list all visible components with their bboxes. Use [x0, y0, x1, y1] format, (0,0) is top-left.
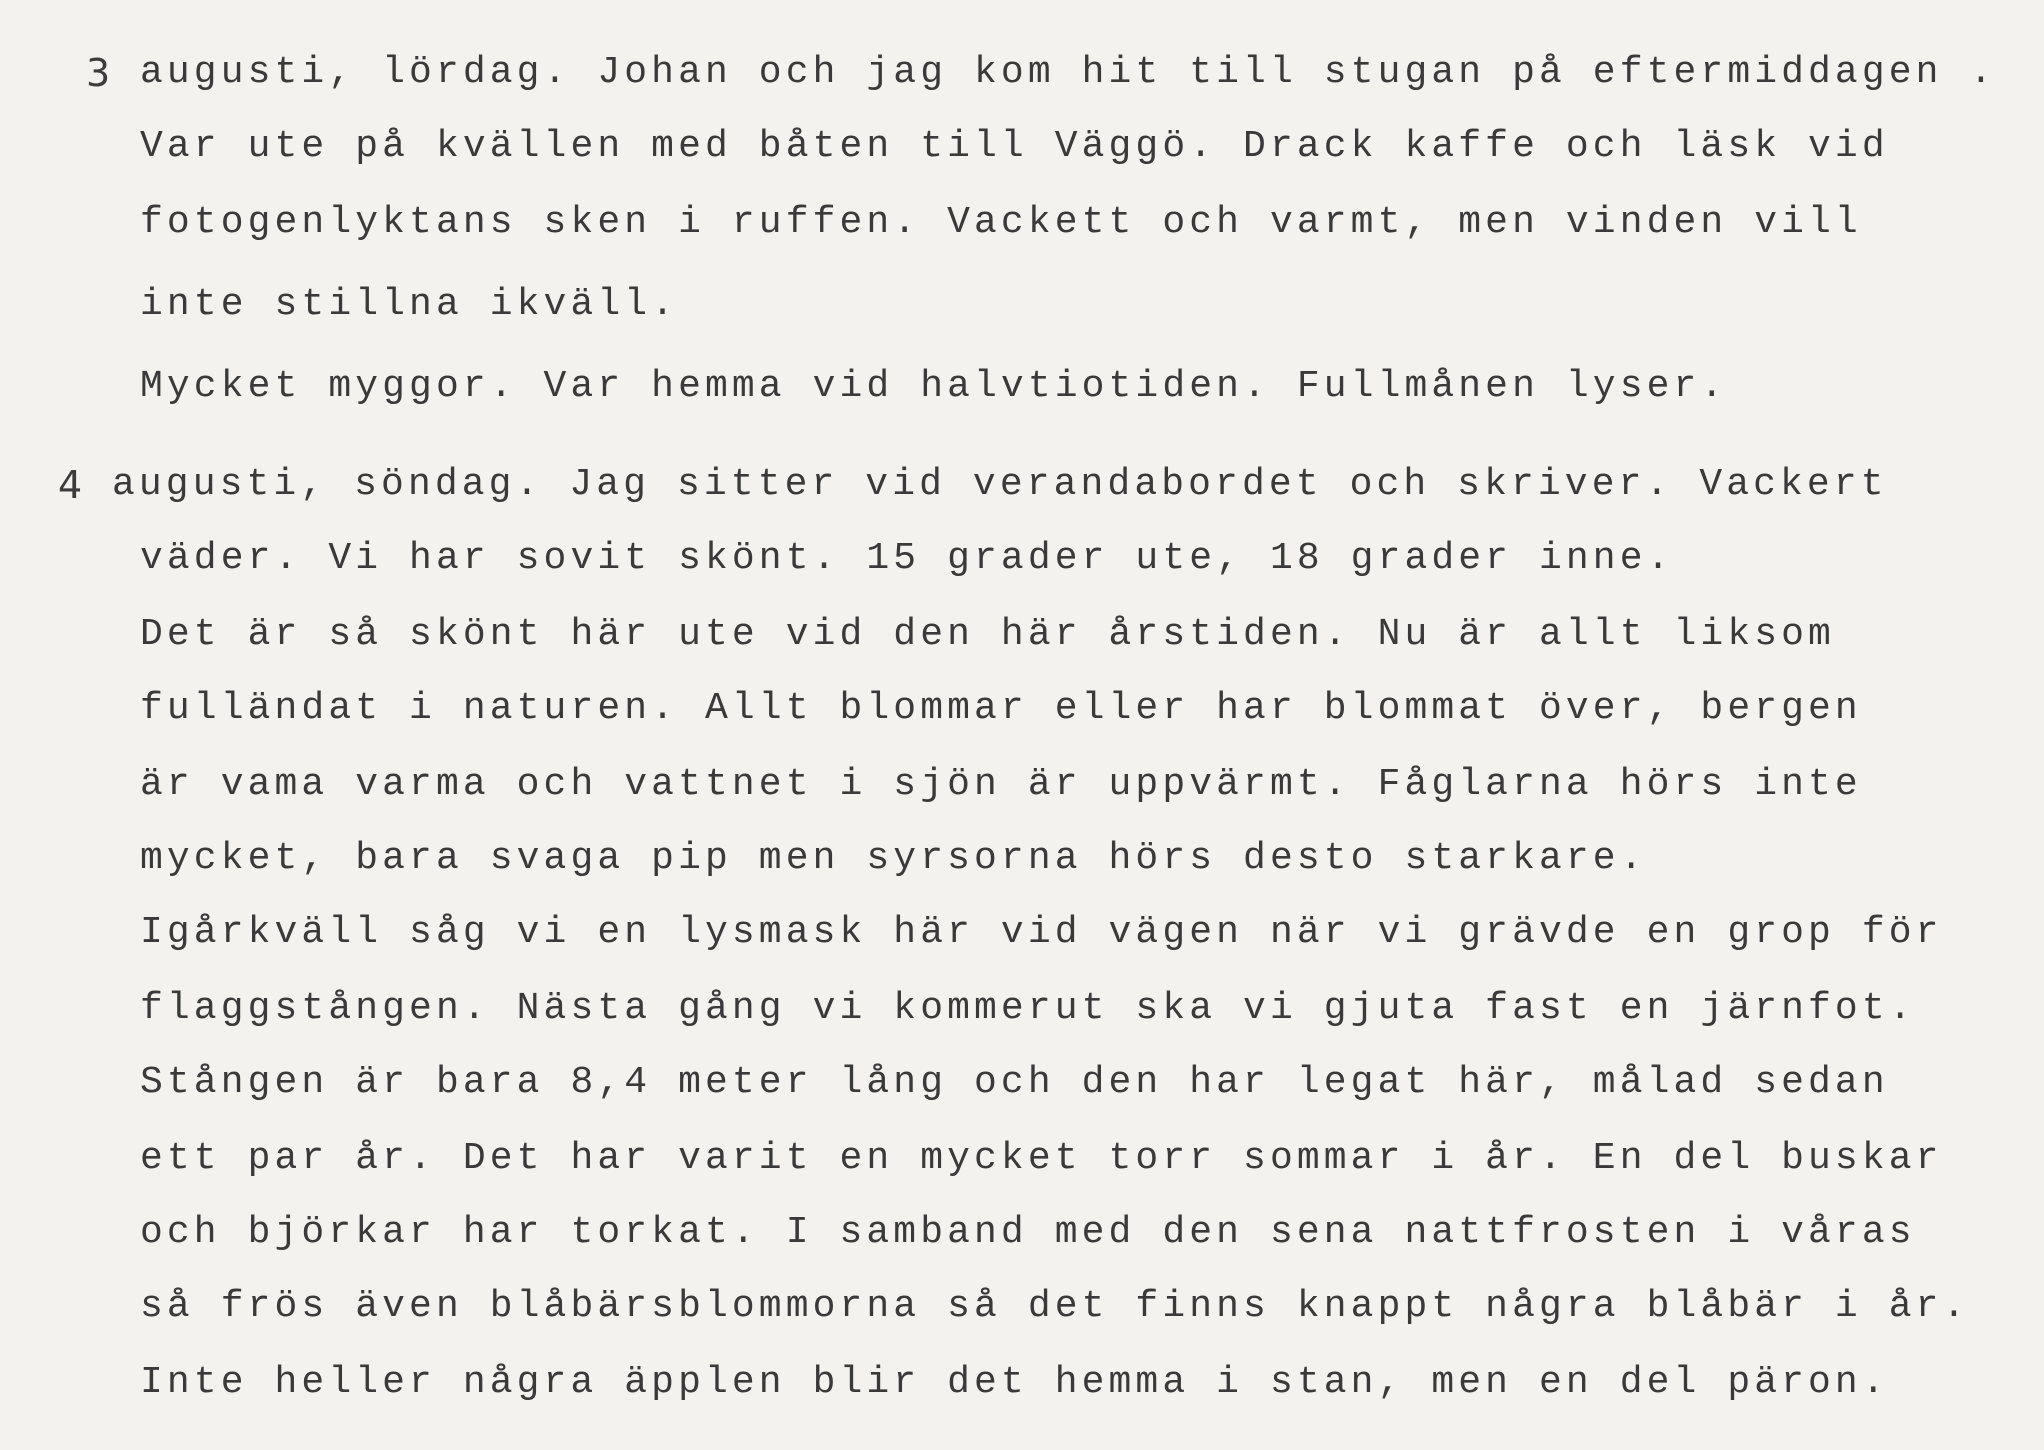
entry-line: flaggstången. Nästa gång vi kommerut ska vi gjuta fast en järnfot.: [140, 987, 1916, 1030]
entry-number: 3: [86, 51, 111, 95]
entry-line: fotogenlyktans sken i ruffen. Vackett och varmt, men vinden vill: [140, 201, 1862, 244]
entry-line: Var ute på kvällen med båten till Väggö. Drack kaffe och läsk vid: [140, 125, 1889, 168]
entry-line: Stången är bara 8,4 meter lång och den har legat här, målad sedan: [140, 1061, 1889, 1104]
entry-line: inte stillna ikväll.: [140, 283, 679, 326]
entry-line: Inte heller några äpplen blir det hemma i stan, men en del päron.: [140, 1361, 1889, 1404]
entry-line: Mycket myggor. Var hemma vid halvtiotiden. Fullmånen lyser.: [140, 365, 1728, 408]
entry-line: väder. Vi har sovit skönt. 15 grader ute, 18 grader inne.: [140, 537, 1674, 580]
entry-line: augusti, lördag. Johan och jag kom hit till stugan på eftermiddagen .: [140, 51, 1997, 94]
entry-line: Igårkväll såg vi en lysmask här vid vägen när vi grävde en grop för: [140, 911, 1943, 954]
entry-line: ett par år. Det har varit en mycket torr sommar i år. En del buskar: [140, 1137, 1943, 1180]
entry-line: mycket, bara svaga pip men syrsorna hörs desto starkare.: [140, 837, 1647, 880]
entry-line: Det är så skönt här ute vid den här årstiden. Nu är allt liksom: [140, 613, 1835, 656]
entry-line: fulländat i naturen. Allt blommar eller har blommat över, bergen: [140, 687, 1862, 730]
entry-line: augusti, söndag. Jag sitter vid verandabordet och skriver. Vackert: [112, 463, 1888, 506]
entry-line: så frös även blåbärsblommorna så det finns knappt några blåbär i år.: [140, 1285, 1970, 1328]
entry-line: är vama varma och vattnet i sjön är uppvärmt. Fåglarna hörs inte: [140, 763, 1862, 806]
entry-number: 4: [58, 463, 83, 507]
entry-line: och björkar har torkat. I samband med den sena nattfrosten i våras: [140, 1211, 1916, 1254]
